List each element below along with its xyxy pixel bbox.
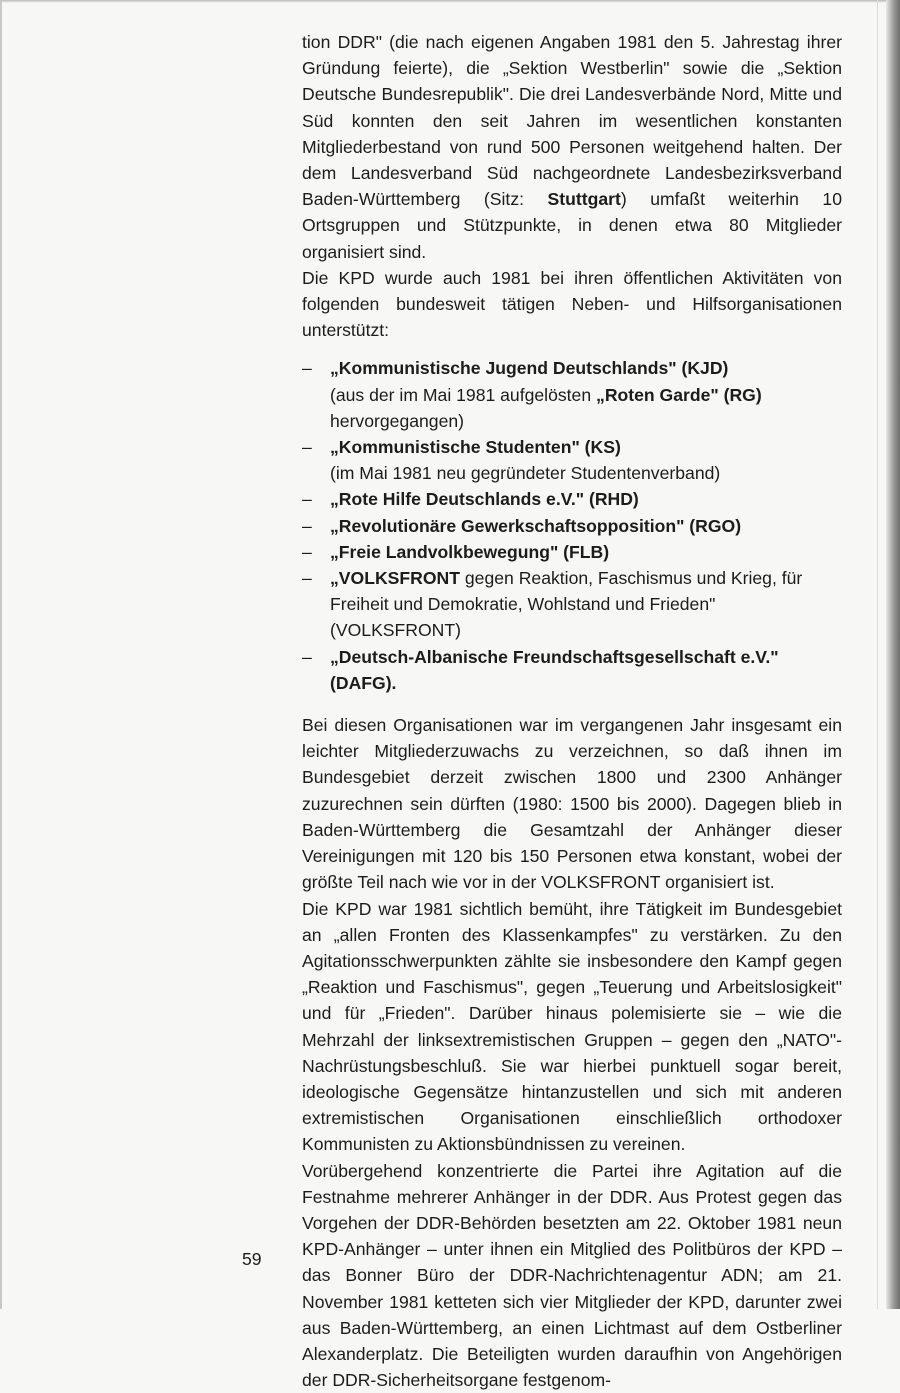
- dash-marker: –: [302, 437, 312, 458]
- note-text: (aus der im Mai 1981 aufgelösten: [330, 384, 597, 405]
- organisation-name: „Deutsch-Albanische Freundschaftsgesellschaft e.V." (DAFG).: [330, 646, 779, 693]
- paragraph-text: tion DDR" (die nach eigenen Angaben 1981 den 5. Jahrestag ihrer Gründung feierte), die „Sektion Westberlin" sowie die „Sektion Deutsche Bundesrepublik". Die drei Landesverbände Nord, Mitte und Süd konnten den seit Jahren im wesentlichen konstanten Mitgliederbestand von rund 500 Personen weitgehend halten. Der dem Landesverband Süd nachgeordnete Landesbezirksverband Baden-Württemberg (Sitz:: [302, 32, 842, 210]
- paragraph-membership: [302, 712, 842, 895]
- dash-marker: –: [302, 541, 312, 562]
- list-item-dafg: [302, 644, 842, 696]
- list-item-rhd: [302, 486, 842, 512]
- scan-gutter-line: [877, 0, 878, 1309]
- paragraph-text: Vorübergehend konzentrierte die Partei ihre Agitation auf die Festnahme mehrerer Anhänger in der DDR. Aus Protest gegen das Vorgehen der DDR-Behörden besetzten am 22. Oktober 1981 neun KPD-Anhänger – unter ihnen ein Mitglied des Politbüros der KPD – das Bonner Büro der DDR-Nachrichtenagentur ADN; am 21. November 1981 ketteten sich vier Mitglieder der KPD, darunter zwei aus Baden-Württemberg, an einen Lichtmast auf dem Ostberliner Alexanderplatz. Die Beteiligten wurden daraufhin von Angehörigen der DDR-Sicherheitsorgane festgenom-: [302, 1160, 842, 1391]
- list-item-rgo: [302, 513, 842, 539]
- note-text: hervorgegangen): [330, 410, 465, 431]
- organisation-name: „Revolutionäre Gewerkschaftsopposition" (RGO): [330, 515, 742, 536]
- paragraph-intro-organisations: [302, 265, 842, 344]
- list-item-ks: [302, 434, 842, 486]
- organisation-list: [302, 355, 842, 696]
- page-text-column: [302, 29, 842, 1393]
- dash-marker: –: [302, 515, 312, 536]
- organisation-name: „Kommunistische Studenten" (KS): [330, 437, 621, 458]
- list-item-kjd: [302, 355, 842, 434]
- paragraph-text: Bei diesen Organisationen war im vergangenen Jahr insgesamt ein leichter Mitgliederzuwachs zu verzeichnen, so daß ihnen im Bundesgebiet derzeit zwischen 1800 und 2300 Anhänger zuzurechnen sein dürften (1980: 1500 bis 2000). Dagegen blieb in Baden-Württemberg die Gesamtzahl der Anhänger dieser Vereinigungen mit 120 bis 150 Personen etwa konstant, wobei der größte Teil nach wie vor in der VOLKSFRONT organisiert ist.: [302, 715, 842, 893]
- organisation-name: „VOLKSFRONT: [330, 568, 460, 589]
- dash-marker: –: [302, 568, 312, 589]
- organisation-name: „Freie Landvolkbewegung" (FLB): [330, 541, 610, 562]
- scan-left-edge: [0, 0, 2, 1309]
- organisation-name: „Rote Hilfe Deutschlands e.V." (RHD): [330, 489, 639, 510]
- paragraph-agitation: [302, 896, 842, 1158]
- paragraph-text: Die KPD wurde auch 1981 bei ihren öffentlichen Aktivitäten von folgenden bundesweit tätigen Neben- und Hilfsorganisationen unterstützt:: [302, 267, 842, 341]
- city-name: Stuttgart: [547, 189, 621, 210]
- list-item-volksfront: [302, 565, 842, 644]
- scan-top-edge: [0, 0, 900, 3]
- scan-right-edge: [886, 0, 900, 1309]
- organisation-name-rest: gegen Reaktion, Faschismus und Krieg, für Freiheit und Demokratie, Wohlstand und Frieden" (VOLKSFRONT): [330, 568, 803, 641]
- organisation-name: „Kommunistische Jugend Deutschlands" (KJD): [330, 358, 729, 379]
- list-item-flb: [302, 539, 842, 565]
- organisation-note: (im Mai 1981 neu gegründeter Studentenverband): [330, 463, 721, 484]
- dash-marker: –: [302, 358, 312, 379]
- organisation-name: „Roten Garde" (RG): [596, 384, 762, 405]
- paragraph-text: Die KPD war 1981 sichtlich bemüht, ihre Tätigkeit im Bundesgebiet an „allen Fronten des Klassenkampfes" zu verstärken. Zu den Agitationsschwerpunkten zählte sie insbesondere den Kampf gegen „Reaktion und Faschismus", gegen „Teuerung und Arbeitslosigkeit" und für „Frieden". Darüber hinaus polemisierte sie – wie die Mehrzahl der linksextremistischen Gruppen – gegen den „NATO"-Nachrüstungsbeschluß. Sie war hierbei punktuell sogar bereit, ideologische Gegensätze hintanzustellen und sich mit anderen extremistischen Organisationen einschließlich orthodoxer Kommunisten zu Aktionsbündnissen zu vereinen.: [302, 898, 842, 1155]
- dash-marker: –: [302, 646, 312, 667]
- paragraph-landesverbaende: [302, 29, 842, 265]
- paragraph-text: ) umfaßt weiterhin 10 Ortsgruppen und Stützpunkte, in denen etwa 80 Mitglieder organisiert sind.: [302, 189, 842, 262]
- page-number: 59: [242, 1249, 262, 1269]
- dash-marker: –: [302, 489, 312, 510]
- organisation-note: [330, 382, 842, 434]
- paragraph-ddr-protest: [302, 1158, 842, 1393]
